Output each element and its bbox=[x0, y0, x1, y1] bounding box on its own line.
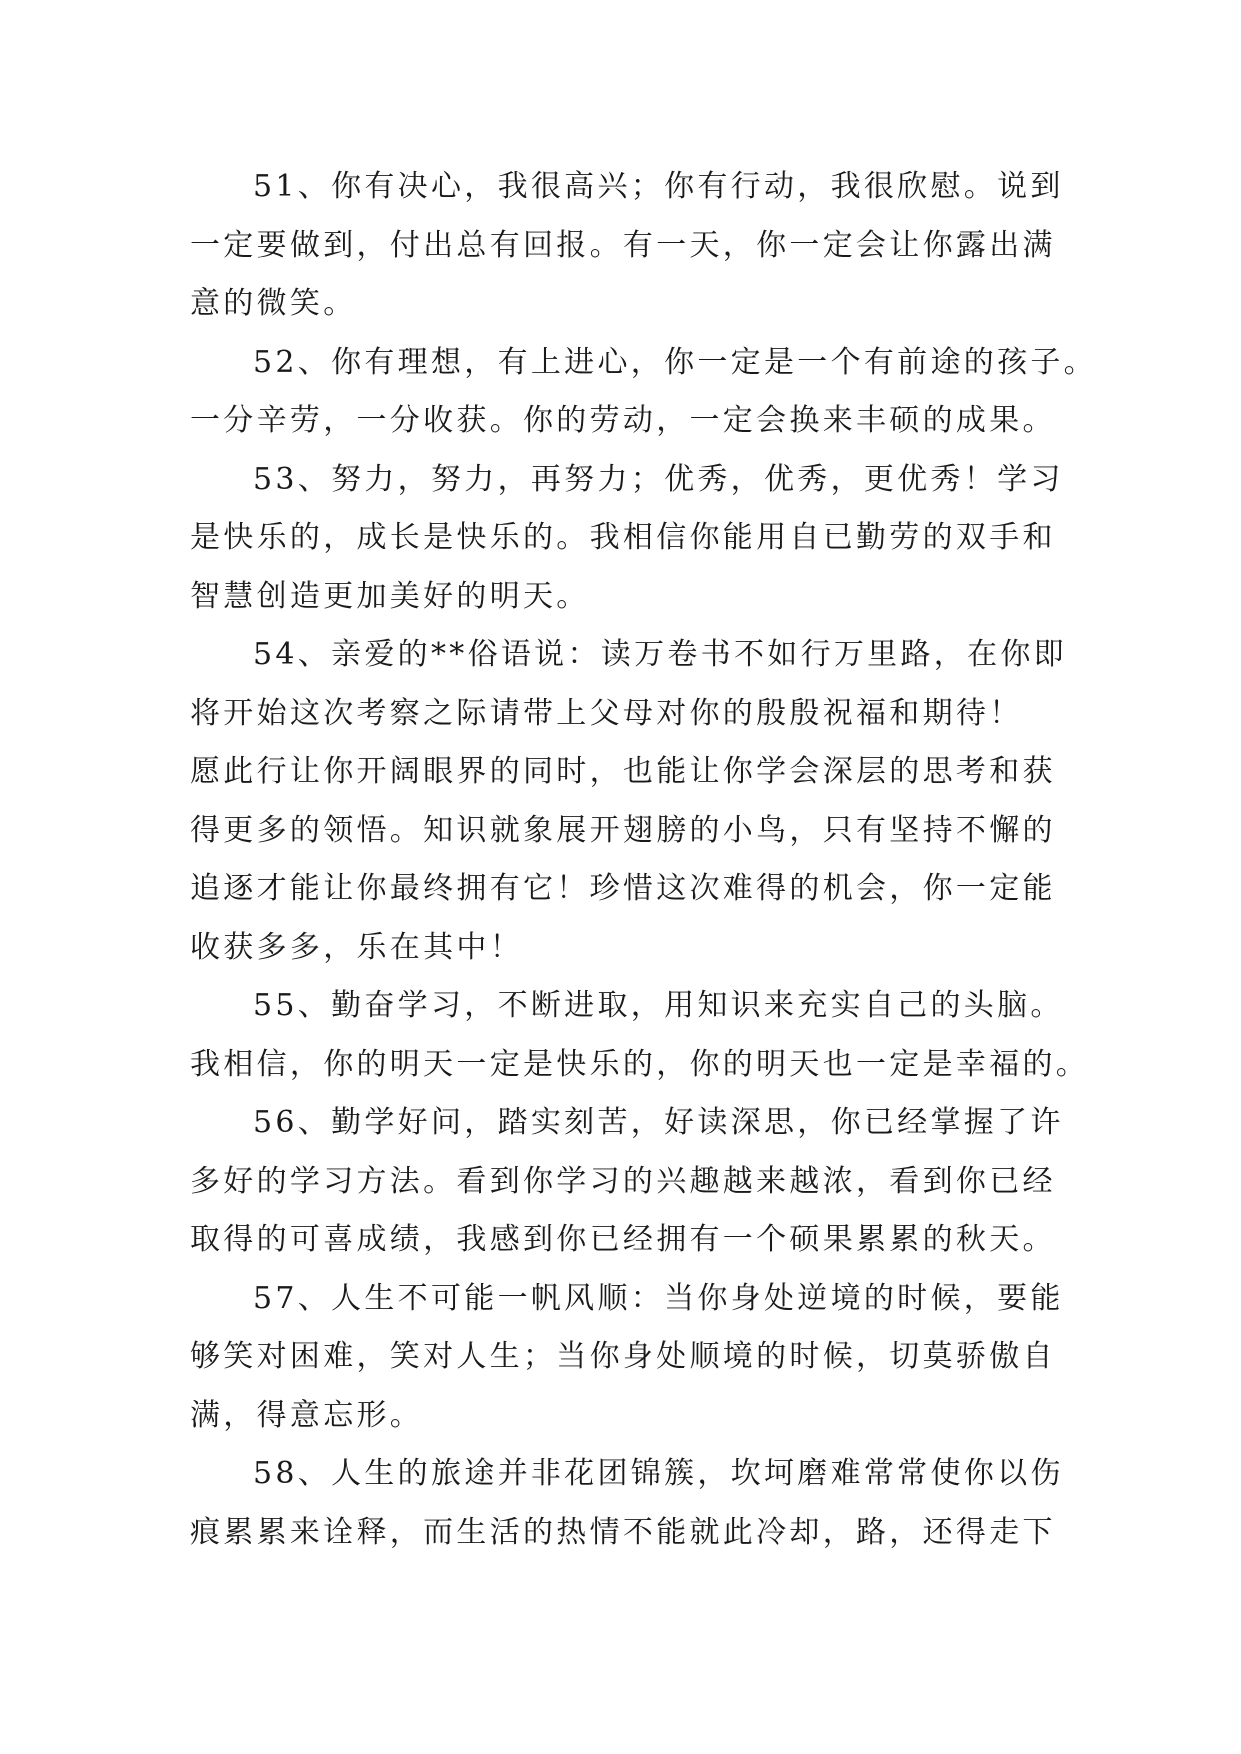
paragraph-line: 一定要做到，付出总有回报。有一天，你一定会让你露出满 bbox=[190, 227, 1056, 263]
paragraph-line: 我相信，你的明天一定是快乐的，你的明天也一定是幸福的。 bbox=[190, 1046, 1090, 1082]
paragraph-line: 一分辛劳，一分收获。你的劳动，一定会换来丰硕的成果。 bbox=[190, 403, 1056, 438]
paragraph-line: 取得的可喜成绩，我感到你已经拥有一个硕果累累的秋天。 bbox=[190, 1222, 1056, 1257]
paragraph-line: 55、勤奋学习，不断进取，用知识来充实自己的头脑。 bbox=[253, 988, 1064, 1023]
paragraph-58 bbox=[190, 1445, 1064, 1562]
paragraph-line: 是快乐的，成长是快乐的。我相信你能用自已勤劳的双手和 bbox=[190, 520, 1056, 555]
paragraph-line: 51、你有决心，我很高兴；你有行动，我很欣慰。说到 bbox=[253, 169, 1064, 204]
paragraph-line: 52、你有理想，有上进心，你一定是一个有前途的孩子。 bbox=[253, 344, 1097, 380]
paragraph-line: 收获多多，乐在其中！ bbox=[190, 929, 523, 965]
paragraph-51 bbox=[190, 158, 1064, 334]
paragraph-56 bbox=[190, 1094, 1064, 1270]
paragraph-line: 将开始这次考察之际请带上父母对你的殷殷祝福和期待！ bbox=[190, 695, 1023, 731]
paragraph-57 bbox=[190, 1270, 1064, 1446]
paragraph-line: 57、人生不可能一帆风顺：当你身处逆境的时候，要能 bbox=[253, 1280, 1064, 1316]
paragraph-line: 56、勤学好问，踏实刻苦，好读深思，你已经掌握了许 bbox=[253, 1105, 1064, 1140]
paragraph-52 bbox=[190, 334, 1097, 451]
paragraph-line: 意的微笑。 bbox=[190, 286, 357, 321]
paragraph-line: 愿此行让你开阔眼界的同时，也能让你学会深层的思考和获 bbox=[190, 754, 1056, 789]
paragraph-line: 58、人生的旅途并非花团锦簇，坎坷磨难常常使你以伤 bbox=[253, 1456, 1064, 1491]
paragraph-line: 得更多的领悟。知识就象展开翅膀的小鸟，只有坚持不懈的 bbox=[190, 812, 1056, 848]
paragraph-line: 痕累累来诠释，而生活的热情不能就此冷却，路，还得走下 bbox=[190, 1514, 1056, 1550]
paragraph-line: 53、努力，努力，再努力；优秀，优秀，更优秀！学习 bbox=[253, 461, 1064, 497]
paragraph-line: 够笑对困难，笑对人生；当你身处顺境的时候，切莫骄傲自 bbox=[190, 1339, 1056, 1374]
paragraph-54 bbox=[190, 626, 1067, 977]
paragraph-55 bbox=[190, 977, 1090, 1094]
paragraph-line: 54、亲爱的**俗语说：读万卷书不如行万里路，在你即 bbox=[253, 637, 1067, 672]
paragraph-line: 多好的学习方法。看到你学习的兴趣越来越浓，看到你已经 bbox=[190, 1163, 1056, 1199]
paragraph-line: 追逐才能让你最终拥有它！珍惜这次难得的机会，你一定能 bbox=[190, 871, 1056, 906]
paragraph-line: 智慧创造更加美好的明天。 bbox=[190, 578, 590, 614]
document-body bbox=[190, 158, 1097, 1562]
paragraph-line: 满，得意忘形。 bbox=[190, 1397, 424, 1433]
paragraph-53 bbox=[190, 451, 1064, 627]
